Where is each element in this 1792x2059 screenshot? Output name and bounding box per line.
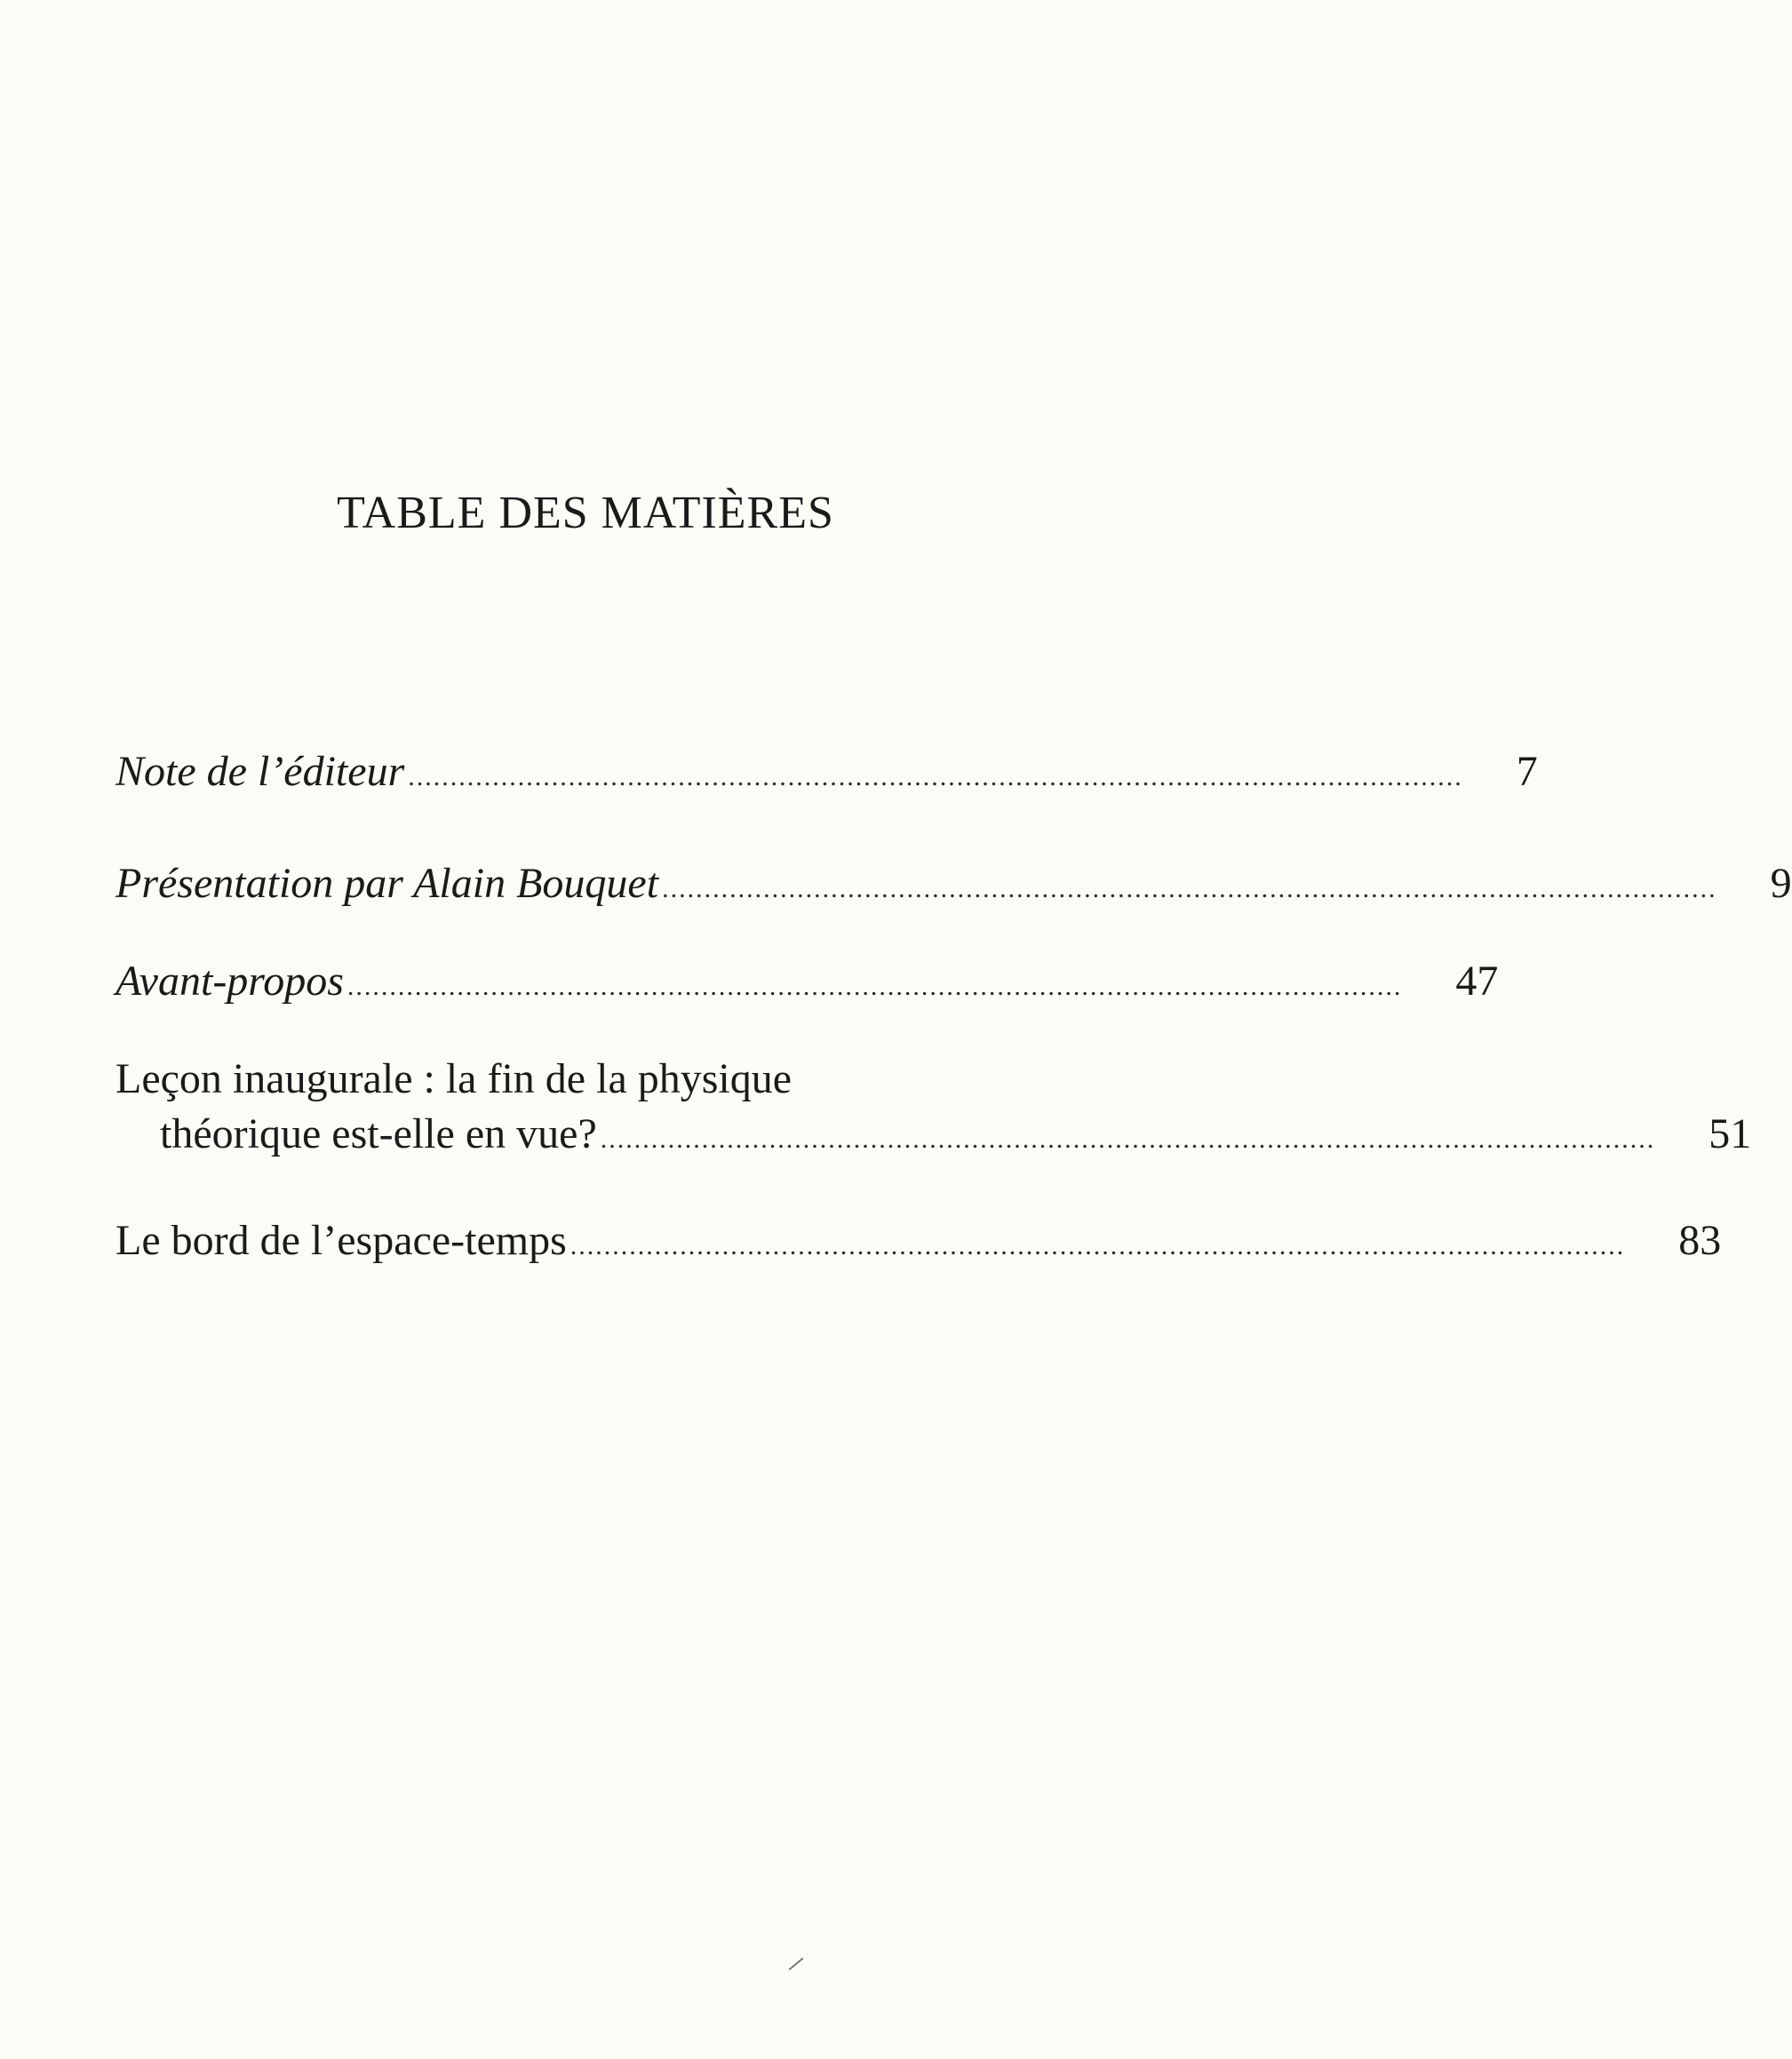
page-number: 51 bbox=[1708, 1110, 1752, 1157]
toc-entry-lecon-inaugurale[interactable] bbox=[115, 1052, 1752, 1167]
page-number: 83 bbox=[1678, 1217, 1722, 1264]
entry-title-line-1: Leçon inaugurale : la fin de la physique bbox=[115, 1055, 792, 1102]
toc-entry-bord-espace-temps[interactable] bbox=[115, 1213, 1722, 1274]
page-title: TABLE DES MATIÈRES bbox=[337, 488, 834, 538]
entry-title: Présentation par Alain Bouquet bbox=[115, 860, 659, 907]
entry-title: Avant-propos bbox=[115, 958, 344, 1005]
dot-leader: ............................................................................................................................. bbox=[346, 972, 1403, 1001]
page-number: 7 bbox=[1516, 748, 1538, 795]
toc-entry-presentation[interactable] bbox=[115, 856, 1792, 917]
dot-leader: ............................................................................................................................. bbox=[600, 1125, 1656, 1154]
page-number: 9 bbox=[1770, 860, 1792, 907]
toc-entry-note-editeur[interactable] bbox=[115, 744, 1538, 805]
dot-leader: ............................................................................................................................. bbox=[408, 762, 1463, 791]
page-number: 47 bbox=[1455, 958, 1499, 1005]
pencil-mark bbox=[789, 1958, 804, 1970]
dot-leader: ............................................................................................................................. bbox=[569, 1231, 1626, 1260]
entry-title: Note de l’éditeur bbox=[115, 748, 405, 795]
dot-leader: ............................................................................................................................. bbox=[662, 874, 1717, 903]
toc-entry-avant-propos[interactable] bbox=[115, 954, 1499, 1014]
entry-title-line-2: théorique est-elle en vue? bbox=[160, 1110, 597, 1157]
entry-title: Le bord de l’espace-temps bbox=[115, 1217, 567, 1264]
